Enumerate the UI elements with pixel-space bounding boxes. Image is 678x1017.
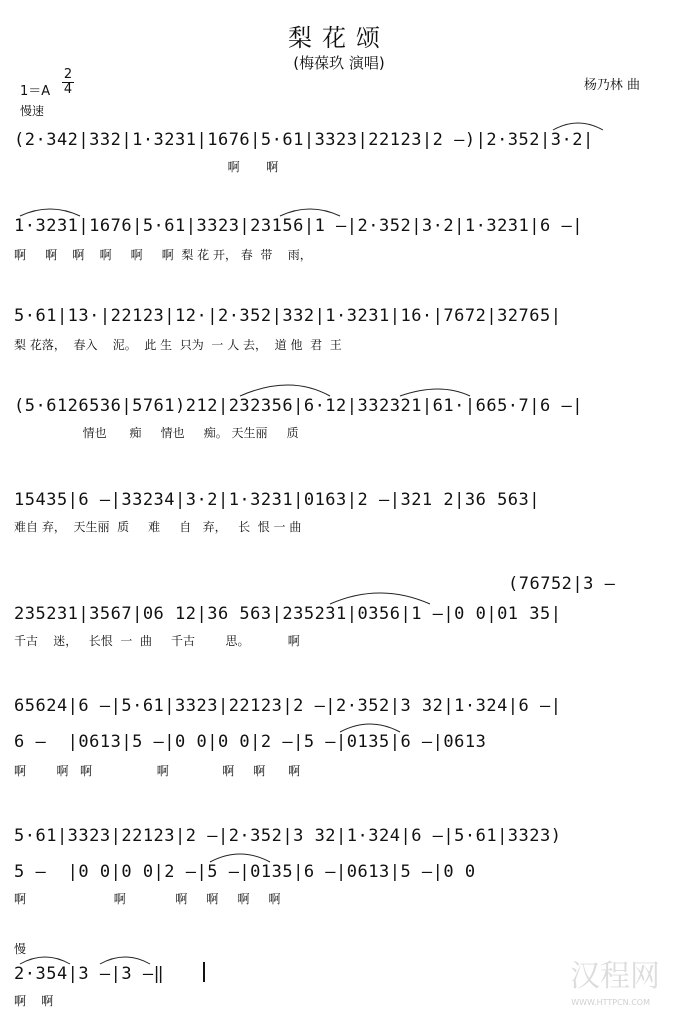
score-row-7-harmony: 6 – |0613|5 –|0 0|0 0|2 –|5 –|0135|6 –|0613 [14,732,487,752]
watermark-logo: 汉程网 [570,959,660,994]
slur [400,389,470,396]
score-row-6-lyrics: 千古 迷， 长恨 一 曲 千古 思。 啊 [14,634,300,648]
final-tempo-marking: 慢 [14,942,27,956]
score-row-8-harmony: 5 – |0 0|0 0|2 –|5 –|0135|6 –|0613|5 –|0 0 [14,862,476,882]
score-row-4-lyrics: 情也 痴 情也 痴。 天生丽 质 [14,426,299,440]
score-row-5-music: 15435|6 –|33234|3·2|1·3231|0163|2 –|321 2|36 563| [14,490,541,510]
watermark-url: WWW.HTTPCN.COM [571,998,650,1007]
tempo-marking: 慢速 [20,104,45,118]
score-row-1-music: (2·342|332|1·3231|1676|5·61|3323|22123|2 –)|2·352|3·2| [14,130,594,150]
score-row-7-music: 65624|6 –|5·61|3323|22123|2 –|2·352|3 32|1·324|6 –| [14,696,562,716]
score-row-7-lyrics: 啊 啊 啊 啊 啊 啊 啊 [14,764,301,778]
score-row-3-music: 5·61|13·|22123|12·|2·352|332|1·3231|16·|7672|32765| [14,306,562,326]
page-title: 梨花颂 [288,24,390,52]
score-row-8-lyrics: 啊 啊 啊 啊 啊 啊 [14,892,281,906]
slur [210,854,270,862]
score-row-9-lyrics: 啊 啊 [14,994,54,1008]
slur [240,385,330,396]
score-row-5-lyrics: 难自 弃， 天生丽 质 难 自 弃， 长 恨 一 曲 [14,520,302,534]
score-row-6-top-music: (76752|3 – [508,574,616,594]
slur [330,593,430,604]
key-signature: 1＝A [20,84,51,99]
slur [100,957,150,964]
score-row-2-lyrics: 啊 啊 啊 啊 啊 啊 梨 花 开， 春 带 雨， [14,248,312,262]
slur [280,209,340,216]
slur [553,123,603,130]
score-row-8-music: 5·61|3323|22123|2 –|2·352|3 32|1·324|6 –|5·61|3323) [14,826,562,846]
slur [20,209,80,216]
slur [340,724,400,732]
slur [20,957,70,964]
time-signature-bottom: 4 [63,82,73,97]
score-row-1-lyrics: 啊 啊 [14,160,279,174]
time-signature-top: 2 [63,67,73,82]
score-row-4-music: (5·6126536|5761)212|232356|6·12|332321|61·|665·7|6 –| [14,396,583,416]
performer-subtitle: (梅葆玖 演唱) [293,54,385,72]
composer-credit: 杨乃林 曲 [583,78,640,93]
score-row-2-music: 1·3231|1676|5·61|3323|23156|1 –|2·352|3·2|1·3231|6 –| [14,216,583,236]
score-row-6-music: 235231|3567|06 12|36 563|235231|0356|1 –|0 0|01 35| [14,604,562,624]
score-row-3-lyrics: 梨 花落， 春入 泥。 此 生 只为 一 人 去， 道 他 君 王 [14,338,342,352]
score-row-9-music: 2·354|3 –|3 –‖ [14,964,165,984]
